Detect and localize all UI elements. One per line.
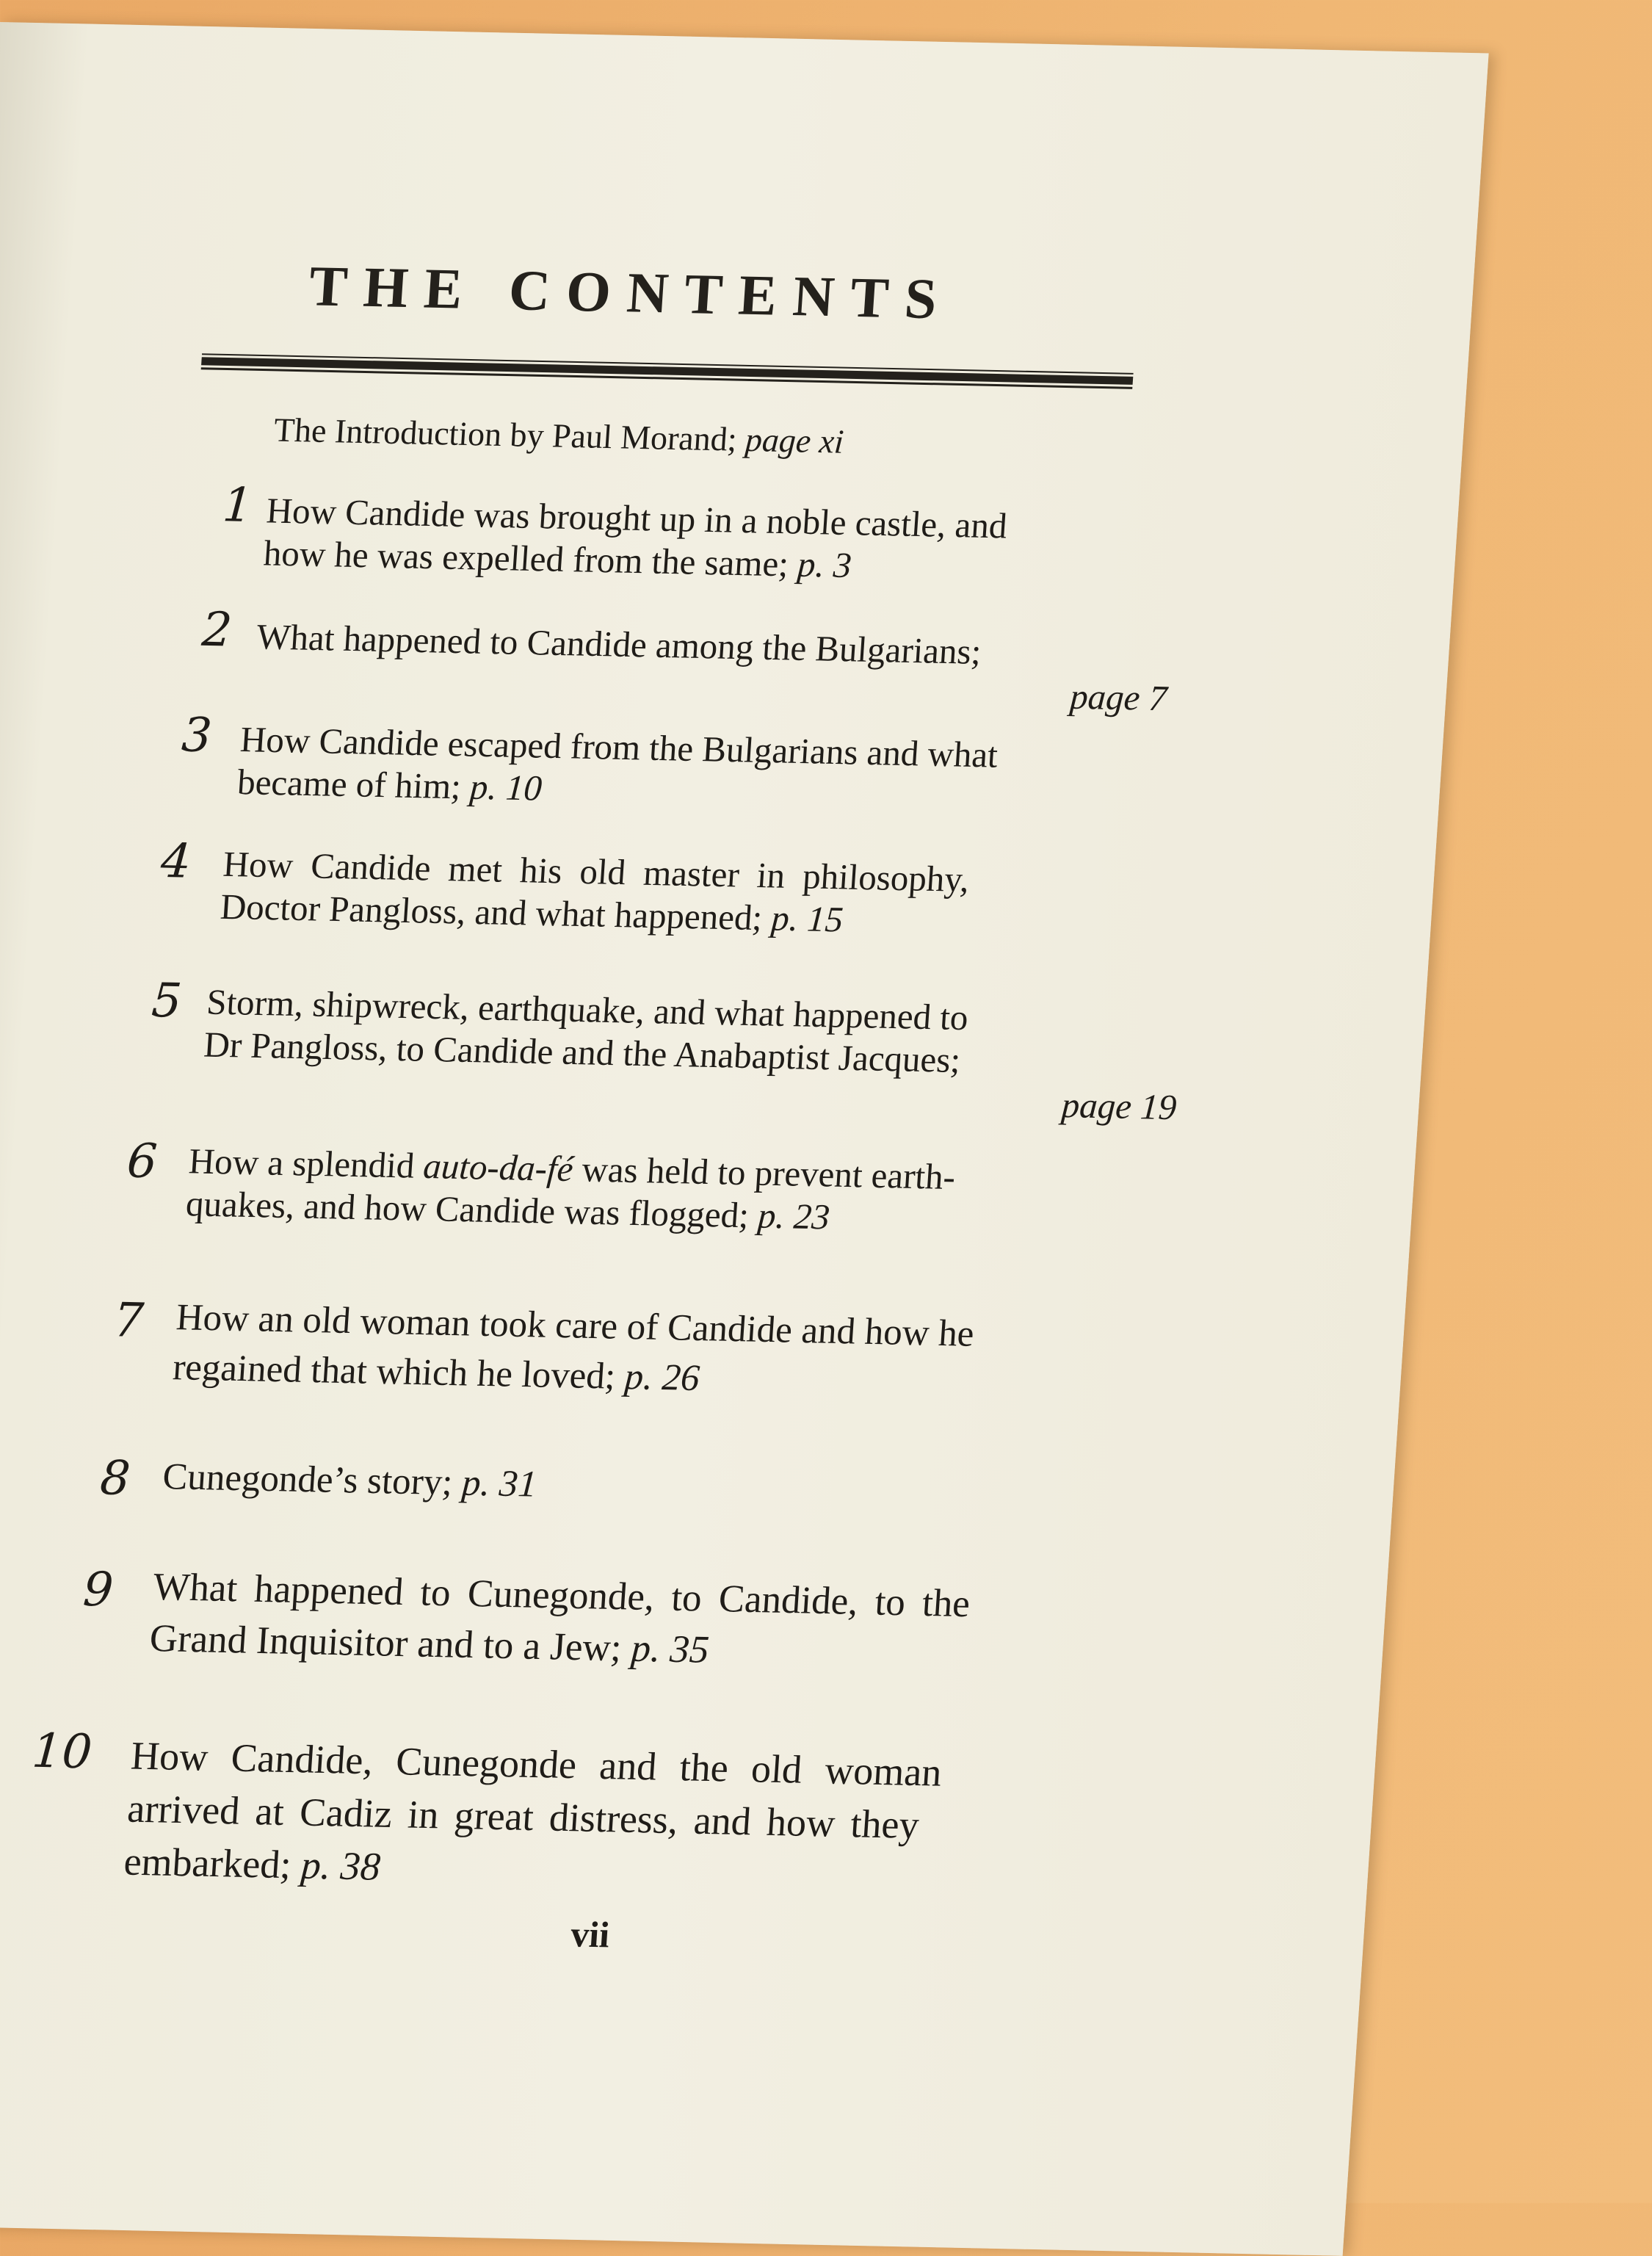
chapter-line: What happened to Candide among the Bulgarians; [255, 616, 983, 672]
chapter-line: regained that which he loved; [171, 1347, 617, 1398]
chapter-page: p. 10 [468, 766, 543, 809]
chapter-line: How Candide, Cunegonde and the old woman [129, 1733, 943, 1795]
chapter-4 [156, 834, 971, 944]
chapter-page: p. 15 [769, 897, 845, 940]
chapter-7 [102, 1295, 976, 1406]
chapter-line: how he was expelled from the same; [262, 532, 790, 585]
chapter-line: arrived at Cadiz in great distress, and how they [126, 1786, 921, 1848]
chapter-page: p. 23 [756, 1195, 831, 1237]
chapter-2 [198, 602, 1171, 720]
chapter-number: 4 [159, 834, 193, 889]
chapter-1 [220, 478, 1009, 590]
chapter-8 [92, 1451, 538, 1507]
chapter-number: 8 [98, 1451, 132, 1507]
chapter-10 [23, 1724, 943, 1905]
chapter-line: Doctor Pangloss, and what happened; [219, 886, 764, 939]
chapter-number: 6 [125, 1134, 159, 1190]
intro-entry [272, 408, 845, 463]
chapter-5 [134, 973, 1184, 1129]
chapter-line: quakes, and how Candide was flogged; [184, 1183, 750, 1236]
chapter-number: 1 [220, 478, 255, 533]
chapter-line: How Candide met his old master in philosophy, [222, 843, 971, 900]
chapter-line: Dr Pangloss, to Candide and the Anabaptist Jacques; [202, 1024, 962, 1081]
chapter-page: p. 3 [796, 543, 853, 586]
title-rule [201, 353, 1134, 391]
intro-text: The Introduction by Paul Morand; [272, 411, 739, 458]
chapter-line: Storm, shipwreck, earthquake, and what happened to [205, 981, 970, 1038]
chapter-page: p. 35 [629, 1627, 711, 1671]
chapter-page: p. 26 [623, 1356, 701, 1400]
chapter-line: was held to prevent earth- [580, 1149, 957, 1198]
chapter-page: page 7 [1068, 676, 1169, 719]
chapter-9 [79, 1564, 971, 1677]
page-title: THE CONTENTS [307, 253, 955, 331]
chapter-line: How a splendid [187, 1140, 416, 1186]
chapter-line: How Candide was brought up in a noble castle, and [265, 490, 1009, 546]
page-number: vii [569, 1913, 612, 1956]
chapter-number: 2 [200, 602, 234, 658]
chapter-line: embarked; [122, 1839, 293, 1887]
chapter-number: 7 [112, 1293, 145, 1349]
chapter-number: 9 [81, 1562, 115, 1618]
chapter-page: p. 38 [300, 1843, 382, 1889]
chapter-number: 5 [150, 973, 184, 1029]
chapter-page: p. 31 [460, 1462, 538, 1505]
chapter-6 [117, 1134, 957, 1241]
chapter-3 [178, 708, 999, 819]
chapter-line: What happened to Cunegonde, to Candide, to the [151, 1565, 971, 1626]
chapter-number: 3 [180, 708, 214, 764]
chapter-line: Cunegonde’s story; [161, 1456, 454, 1504]
chapter-line: How Candide escaped from the Bulgarians and what [239, 719, 999, 776]
intro-page: page xi [744, 420, 845, 460]
chapter-line: Grand Inquisitor and to a Jew; [148, 1616, 623, 1670]
chapter-line: How an old woman took care of Candide and how he [175, 1297, 976, 1355]
chapter-line: became of him; [236, 761, 463, 807]
chapter-italic-phrase: auto-da-fé [421, 1145, 575, 1190]
book-page [0, 22, 1489, 2256]
chapter-page: page 19 [1060, 1085, 1178, 1128]
chapter-number: 10 [30, 1724, 94, 1780]
